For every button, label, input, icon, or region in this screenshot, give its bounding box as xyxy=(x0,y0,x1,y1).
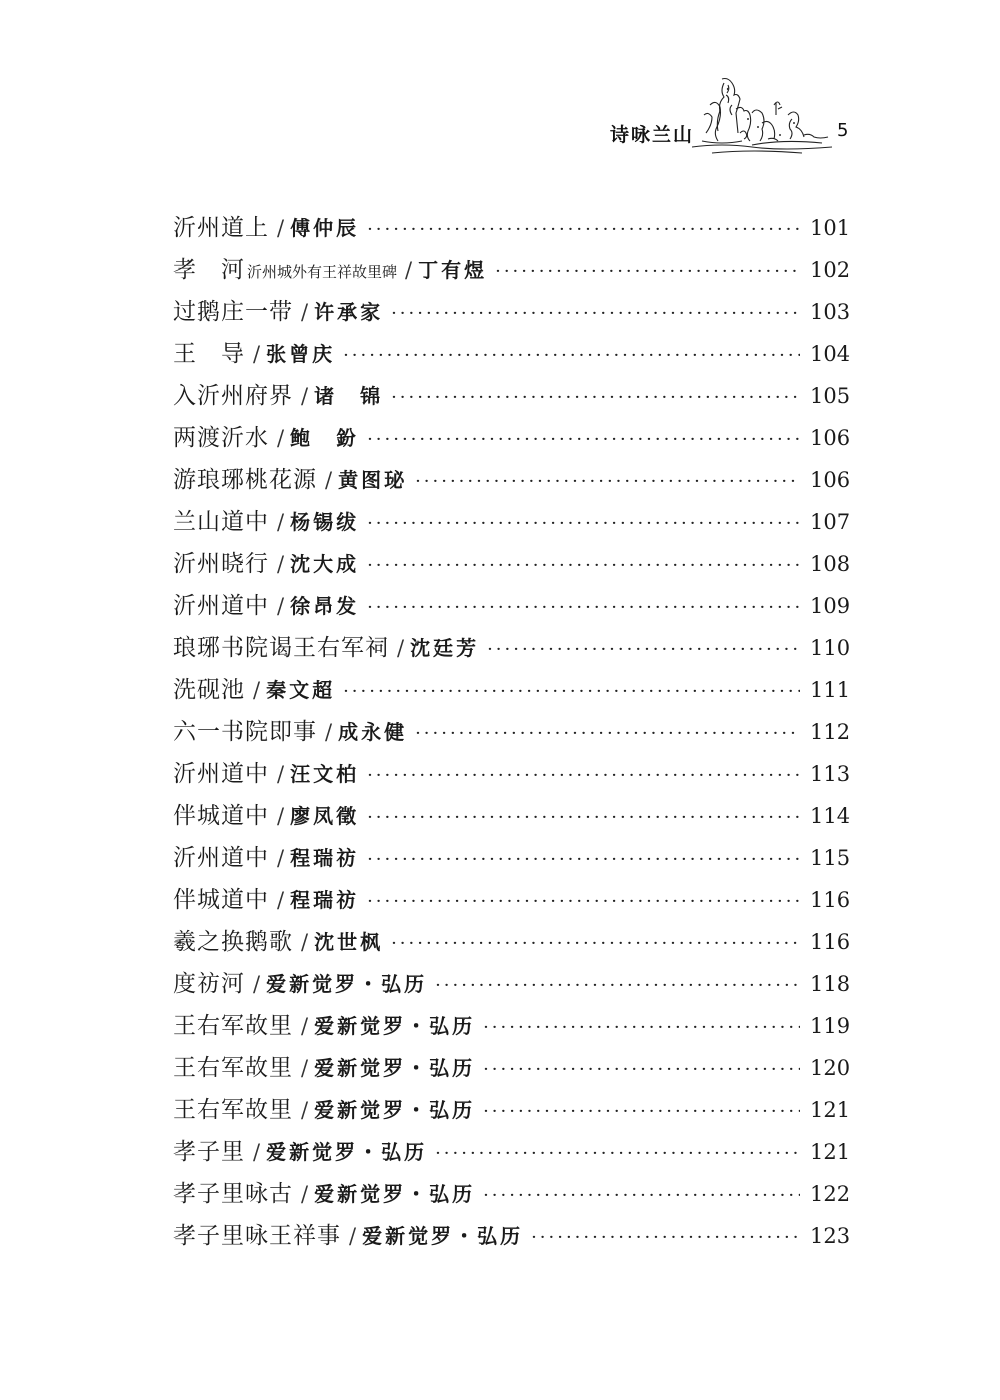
toc-entry-author: 廖凤徵 xyxy=(290,804,360,828)
toc-entry-author: 汪文柏 xyxy=(290,762,360,786)
toc-entry-author: 成永健 xyxy=(338,720,408,744)
toc-entry xyxy=(173,585,851,627)
toc-entry-title: 入沂州府界 xyxy=(173,383,293,409)
toc-entry-page: 105 xyxy=(810,384,851,408)
toc-entry-page: 114 xyxy=(810,804,851,828)
toc-entry-title: 羲之换鹅歌 xyxy=(173,929,293,955)
toc-entry-title: 沂州道中 xyxy=(173,845,269,871)
toc-entry xyxy=(173,1089,851,1131)
toc-entry-note: 沂州城外有王祥故里碑 xyxy=(247,263,398,281)
toc-entry xyxy=(173,459,851,501)
toc-entry-page: 102 xyxy=(810,258,851,282)
dot-leader xyxy=(483,1007,800,1049)
dot-leader xyxy=(483,1049,800,1091)
slash-separator: / xyxy=(277,510,285,534)
toc-entry-author: 爱新觉罗・弘历 xyxy=(314,1098,476,1122)
toc-entry-author: 张曾庆 xyxy=(266,342,336,366)
toc-entry-page: 122 xyxy=(810,1182,851,1206)
toc-entry xyxy=(173,1047,851,1089)
dot-leader xyxy=(483,1175,800,1217)
dot-leader xyxy=(367,797,800,839)
toc-entry-author: 程瑞祊 xyxy=(290,846,360,870)
toc-entry-author: 徐昂发 xyxy=(290,594,360,618)
dot-leader xyxy=(367,419,800,461)
toc-entry xyxy=(173,1173,851,1215)
toc-entry xyxy=(173,249,851,291)
toc-entry-title: 洗砚池 xyxy=(173,677,245,703)
toc-entry-page: 121 xyxy=(810,1140,851,1164)
toc-entry xyxy=(173,207,851,249)
slash-separator: / xyxy=(253,1140,261,1164)
slash-separator: / xyxy=(405,258,413,282)
toc-entry-title: 伴城道中 xyxy=(173,803,269,829)
toc-entry-page: 103 xyxy=(810,300,851,324)
slash-separator: / xyxy=(253,972,261,996)
dot-leader xyxy=(495,251,800,293)
slash-separator: / xyxy=(277,426,285,450)
dot-leader xyxy=(415,713,800,755)
toc-entry-page: 106 xyxy=(810,468,851,492)
toc-entry-page: 104 xyxy=(810,342,851,366)
toc-entry-title: 王右军故里 xyxy=(173,1055,293,1081)
toc-entry-page: 101 xyxy=(810,216,851,240)
toc-entry-page: 110 xyxy=(810,636,851,660)
toc-entry-title: 沂州道中 xyxy=(173,761,269,787)
toc-entry-title: 王右军故里 xyxy=(173,1097,293,1123)
page-number: 5 xyxy=(837,120,849,141)
toc-entry-title: 六一书院即事 xyxy=(173,719,317,745)
dot-leader xyxy=(367,209,800,251)
toc-entry-page: 107 xyxy=(810,510,851,534)
running-header-title: 诗咏兰山 xyxy=(610,124,695,146)
slash-separator: / xyxy=(277,846,285,870)
dot-leader xyxy=(415,461,800,503)
toc-entry-page: 118 xyxy=(810,972,851,996)
dot-leader xyxy=(367,755,800,797)
slash-separator: / xyxy=(277,216,285,240)
toc-entry xyxy=(173,1131,851,1173)
toc-entry-title: 伴城道中 xyxy=(173,887,269,913)
toc-entry-author: 爱新觉罗・弘历 xyxy=(266,1140,428,1164)
toc-entry xyxy=(173,417,851,459)
toc-entry-title: 游琅琊桃花源 xyxy=(173,467,317,493)
toc-entry xyxy=(173,501,851,543)
toc-entry-title: 孝子里咏王祥事 xyxy=(173,1223,341,1249)
dot-leader xyxy=(483,1091,800,1133)
toc-entry xyxy=(173,627,851,669)
slash-separator: / xyxy=(301,384,309,408)
dot-leader xyxy=(367,839,800,881)
dot-leader xyxy=(487,629,800,671)
toc-entry-title: 兰山道中 xyxy=(173,509,269,535)
dot-leader xyxy=(343,671,800,713)
slash-separator: / xyxy=(325,720,333,744)
toc-entry-title: 王 导 xyxy=(173,341,245,367)
toc-entry xyxy=(173,837,851,879)
toc-entry xyxy=(173,291,851,333)
dot-leader xyxy=(391,923,800,965)
dot-leader xyxy=(343,335,800,377)
toc-entry-author: 傅仲辰 xyxy=(290,216,360,240)
toc-entry-title: 琅琊书院谒王右军祠 xyxy=(173,635,389,661)
toc-entry xyxy=(173,795,851,837)
dot-leader xyxy=(391,377,800,419)
slash-separator: / xyxy=(301,1056,309,1080)
slash-separator: / xyxy=(397,636,405,660)
toc-entry-page: 121 xyxy=(810,1098,851,1122)
slash-separator: / xyxy=(301,1182,309,1206)
mountain-landscape-icon xyxy=(692,75,832,157)
toc-entry-page: 113 xyxy=(810,762,851,786)
toc-entry xyxy=(173,375,851,417)
toc-entry-title: 王右军故里 xyxy=(173,1013,293,1039)
slash-separator: / xyxy=(349,1224,357,1248)
toc-entry xyxy=(173,1005,851,1047)
toc-entry-title: 孝子里 xyxy=(173,1139,245,1165)
slash-separator: / xyxy=(277,762,285,786)
toc-entry-page: 123 xyxy=(810,1224,851,1248)
toc-entry-author: 丁有煜 xyxy=(418,258,488,282)
slash-separator: / xyxy=(253,342,261,366)
running-header xyxy=(600,75,860,165)
toc-entry-author: 沈廷芳 xyxy=(410,636,480,660)
toc-entry xyxy=(173,921,851,963)
toc-entry-title: 沂州道上 xyxy=(173,215,269,241)
toc-entry-author: 爱新觉罗・弘历 xyxy=(314,1056,476,1080)
toc-entry-title: 沂州晓行 xyxy=(173,551,269,577)
slash-separator: / xyxy=(277,552,285,576)
slash-separator: / xyxy=(325,468,333,492)
table-of-contents xyxy=(173,207,851,1257)
toc-entry-author: 鲍 鈖 xyxy=(290,426,360,450)
toc-entry-author: 诸 锦 xyxy=(314,384,384,408)
toc-entry xyxy=(173,333,851,375)
toc-entry-author: 程瑞祊 xyxy=(290,888,360,912)
toc-entry-author: 爱新觉罗・弘历 xyxy=(314,1182,476,1206)
toc-entry-title: 沂州道中 xyxy=(173,593,269,619)
toc-entry-page: 106 xyxy=(810,426,851,450)
toc-entry-title: 过鹅庄一带 xyxy=(173,299,293,325)
dot-leader xyxy=(367,587,800,629)
toc-entry xyxy=(173,1215,851,1257)
slash-separator: / xyxy=(277,804,285,828)
dot-leader xyxy=(531,1217,800,1259)
toc-entry-page: 109 xyxy=(810,594,851,618)
toc-entry-page: 115 xyxy=(810,846,851,870)
toc-entry-title: 两渡沂水 xyxy=(173,425,269,451)
slash-separator: / xyxy=(277,888,285,912)
toc-entry-page: 112 xyxy=(810,720,851,744)
toc-entry-author: 爱新觉罗・弘历 xyxy=(362,1224,524,1248)
toc-entry-title: 度祊河 xyxy=(173,971,245,997)
toc-entry-author: 爱新觉罗・弘历 xyxy=(314,1014,476,1038)
dot-leader xyxy=(435,1133,800,1175)
toc-entry xyxy=(173,543,851,585)
toc-entry-page: 119 xyxy=(810,1014,851,1038)
toc-entry-page: 111 xyxy=(810,678,851,702)
dot-leader xyxy=(435,965,800,1007)
dot-leader xyxy=(367,881,800,923)
toc-entry xyxy=(173,753,851,795)
toc-entry-page: 108 xyxy=(810,552,851,576)
dot-leader xyxy=(367,545,800,587)
toc-entry xyxy=(173,963,851,1005)
slash-separator: / xyxy=(277,594,285,618)
toc-entry xyxy=(173,879,851,921)
toc-entry xyxy=(173,669,851,711)
toc-entry-author: 黄图珌 xyxy=(338,468,408,492)
toc-entry-author: 许承家 xyxy=(314,300,384,324)
slash-separator: / xyxy=(301,1098,309,1122)
toc-entry-author: 杨锡绂 xyxy=(290,510,360,534)
dot-leader xyxy=(367,503,800,545)
toc-entry-page: 116 xyxy=(810,930,851,954)
toc-entry-page: 120 xyxy=(810,1056,851,1080)
toc-entry-title: 孝子里咏古 xyxy=(173,1181,293,1207)
toc-entry-author: 沈大成 xyxy=(290,552,360,576)
toc-entry-author: 爱新觉罗・弘历 xyxy=(266,972,428,996)
slash-separator: / xyxy=(301,930,309,954)
slash-separator: / xyxy=(253,678,261,702)
toc-entry-author: 秦文超 xyxy=(266,678,336,702)
slash-separator: / xyxy=(301,1014,309,1038)
toc-entry-page: 116 xyxy=(810,888,851,912)
slash-separator: / xyxy=(301,300,309,324)
toc-entry xyxy=(173,711,851,753)
toc-entry-title: 孝 河 xyxy=(173,257,245,283)
dot-leader xyxy=(391,293,800,335)
toc-entry-author: 沈世枫 xyxy=(314,930,384,954)
